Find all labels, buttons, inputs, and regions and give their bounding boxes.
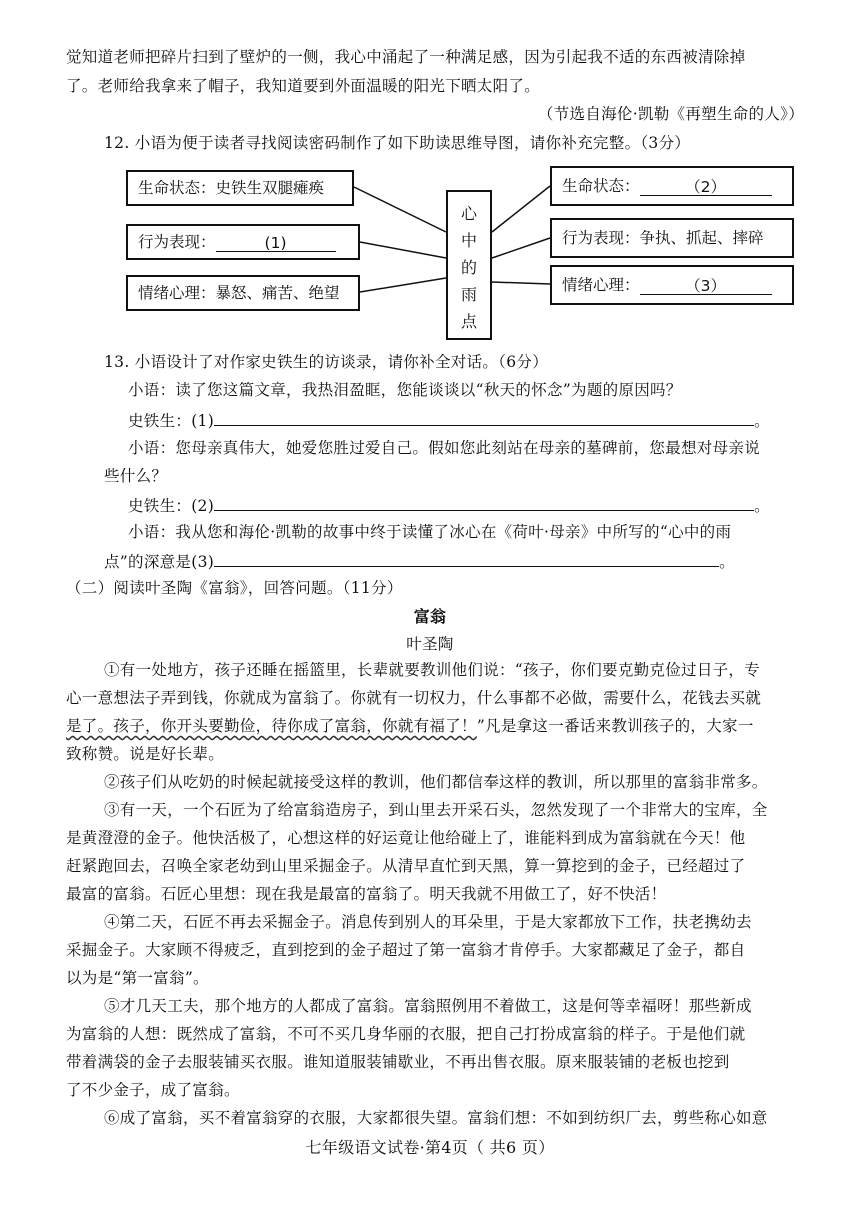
mindmap-left-behavior	[126, 224, 360, 260]
article-line: 了不少金子，成了富翁。	[66, 1081, 240, 1099]
article-line: 以为是“第一富翁”。	[66, 969, 209, 987]
intro-line: 了。老师给我拿来了帽子，我知道要到外面温暖的阳光下晒太阳了。	[66, 77, 541, 95]
intro-line: 觉知道老师把碎片扫到了壁炉的一侧，我心中涌起了一种满足感，因为引起我不适的东西被清除掉	[66, 48, 746, 66]
mindmap-label: 情绪心理：	[562, 276, 640, 294]
mindmap-left-emotion	[126, 275, 360, 311]
speaker-label: 史铁生：(2)	[128, 497, 215, 515]
answer-blank-2[interactable]	[214, 494, 754, 511]
mindmap-label: 行为表现：争执、抓起、摔碎	[562, 229, 764, 247]
period: 。	[754, 412, 770, 430]
article-line: ③有一天，一个石匠为了给富翁造房子，到山里去开采石头，忽然发现了一个非常大的宝库，全	[104, 801, 768, 819]
center-char: 心	[460, 204, 477, 223]
dialogue-line	[128, 494, 770, 516]
dialogue-line: 小语：您母亲真伟大，她爱您胜过爱自己。假如您此刻站在母亲的墓碑前，您最想对母亲说	[128, 439, 761, 457]
mindmap-center	[446, 190, 492, 340]
article-text: ”凡是拿这一番话来教训孩子的，大家一	[476, 717, 754, 735]
article-line: ⑤才几天工夫，那个地方的人都成了富翁。富翁照例用不着做工，这是何等幸福呀！那些新成	[104, 997, 752, 1015]
article-line: 最富的富翁。石匠心里想：现在我是最富的富翁了。明天我就不用做工了，好不快活！	[66, 885, 667, 903]
page-footer: 七年级语文试卷·第4页（ 共6 页）	[305, 1138, 555, 1157]
answer-blank-3[interactable]	[214, 550, 719, 567]
article-line: 采掘金子。大家顾不得疲乏，直到挖到的金子超过了第一富翁才肯停手。大家都藏足了金子，都自	[66, 941, 746, 959]
center-char: 雨	[460, 285, 477, 304]
mindmap-label: 行为表现：	[138, 233, 216, 251]
dialogue-line	[104, 550, 735, 572]
article-line: 为富翁的人想：既然成了富翁，不可不买几身华丽的衣服，把自己打扮成富翁的样子。于是他们就	[66, 1025, 746, 1043]
article-line: 带着满袋的金子去服装铺买衣服。谁知道服装铺歇业，不再出售衣服。原来服装铺的老板也挖到	[66, 1053, 730, 1071]
article-line: ②孩子们从吃奶的时候起就接受这样的教训，他们都信奉这样的教训，所以那里的富翁非常多。	[104, 773, 768, 791]
blank-3[interactable]: （3）	[640, 276, 772, 295]
period: 。	[754, 497, 770, 515]
question-13-stem: 13. 小语设计了对作家史铁生的访谈录，请你补全对话。（6分）	[104, 353, 548, 371]
article-title: 富翁	[413, 607, 447, 626]
article-line	[66, 716, 754, 736]
article-line: 赶紧跑回去，召唤全家老幼到山里采掘金子。从清早直忙到天黑，算一算挖到的金子，已经超过了	[66, 857, 746, 875]
speaker-label: 史铁生：(1)	[128, 412, 215, 430]
blank-1[interactable]: (1)	[216, 233, 336, 252]
mindmap-label: 生命状态：史铁生双腿瘫痪	[138, 179, 325, 197]
dialogue-line	[128, 409, 770, 431]
article-line: 致称赞。说是好长辈。	[66, 745, 225, 763]
mindmap-right-state	[550, 166, 794, 206]
section-heading: （二）阅读叶圣陶《富翁》，回答问题。（11分）	[66, 579, 403, 597]
blank-2[interactable]: （2）	[640, 177, 772, 196]
article-line: 是黄澄澄的金子。他快活极了，心想这样的好运竟让他给碰上了，谁能料到成为富翁就在今天！他	[66, 829, 746, 847]
article-line: ④第二天，石匠不再去采掘金子。消息传到别人的耳朵里，于是大家都放下工作，扶老携幼去	[104, 913, 752, 931]
mindmap-right-behavior	[550, 218, 794, 258]
mindmap-left-state	[126, 170, 354, 206]
center-char: 点	[460, 312, 477, 331]
wavy-underlined-sentence: 是了。孩子，你开头要勤俭，待你成了富翁，你就有福了！	[66, 717, 477, 735]
mindmap-label: 情绪心理：暴怒、痛苦、绝望	[138, 284, 340, 302]
article-line: 心一意想法子弄到钱，你就成为富翁了。你就有一切权力，什么事都不必做，需要什么，花钱去买就	[66, 689, 762, 707]
question-12-stem: 12. 小语为便于读者寻找阅读密码制作了如下助读思维导图，请你补充完整。（3分）	[104, 134, 691, 152]
speaker-label: 点”的深意是(3)	[104, 553, 215, 571]
mindmap-label: 生命状态：	[562, 177, 640, 195]
article-author: 叶圣陶	[406, 635, 454, 653]
article-line: ①有一处地方，孩子还睡在摇篮里，长辈就要教训他们说：“孩子，你们要克勤克俭过日子，专	[104, 661, 761, 679]
period: 。	[719, 553, 735, 571]
center-char: 的	[460, 258, 477, 277]
dialogue-line: 小语：读了您这篇文章，我热泪盈眶，您能谈谈以“秋天的怀念”为题的原因吗？	[128, 381, 682, 399]
center-char: 中	[460, 231, 477, 250]
source-citation: （节选自海伦·凯勒《再塑生命的人》）	[537, 105, 804, 123]
article-line: ⑥成了富翁，买不着富翁穿的衣服，大家都很失望。富翁们想：不如到纺织厂去，剪些称心如意	[104, 1109, 768, 1127]
dialogue-line: 些什么？	[104, 467, 168, 485]
dialogue-line: 小语：我从您和海伦·凯勒的故事中终于读懂了冰心在《荷叶·母亲》中所写的“心中的雨	[128, 523, 732, 541]
mindmap-right-emotion	[550, 265, 794, 305]
answer-blank-1[interactable]	[214, 409, 754, 426]
